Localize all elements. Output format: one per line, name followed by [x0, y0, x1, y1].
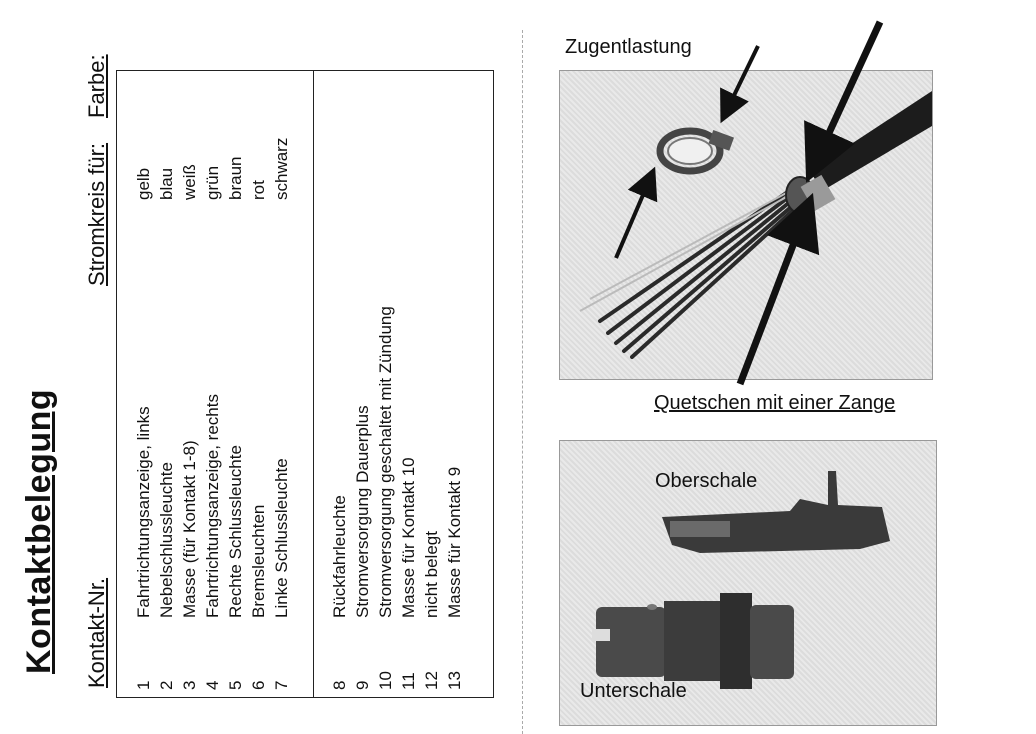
wire-color: gelb	[134, 167, 153, 200]
wire-color: grün	[203, 165, 222, 200]
contact-number: 12	[422, 671, 441, 690]
label-quetschen: Quetschen mit einer Zange	[654, 392, 896, 414]
page-divider	[522, 30, 523, 734]
circuit-description: Masse für Kontakt 9	[445, 466, 464, 618]
wire-color: weiß	[180, 164, 199, 200]
circuit-description: Masse für Kontakt 10	[399, 457, 418, 618]
contact-number: 2	[157, 680, 176, 690]
wire-color: rot	[249, 180, 268, 200]
circuit-description: Linke Schlussleuchte	[272, 458, 291, 618]
contact-number: 5	[226, 680, 245, 690]
contact-number: 4	[203, 680, 222, 690]
circuit-description: Masse (für Kontakt 1-8)	[180, 440, 199, 618]
contact-number: 1	[134, 680, 153, 690]
circuit-description: Fahrtrichtungsanzeige, rechts	[203, 394, 222, 618]
contact-number: 11	[399, 672, 418, 690]
cable-illustration	[560, 71, 932, 379]
header-circuit: Stromkreis für:	[84, 142, 109, 286]
circuit-description: Nebelschlussleuchte	[157, 462, 176, 618]
circuit-description: Rückfahrleuchte	[330, 495, 349, 618]
contact-number: 9	[353, 680, 372, 690]
label-zugentlastung: Zugentlastung	[565, 36, 692, 58]
header-color: Farbe:	[84, 54, 109, 118]
page-title: Kontaktbelegung	[20, 388, 58, 674]
group-divider	[313, 71, 314, 697]
circuit-description: Rechte Schlussleuchte	[226, 445, 245, 618]
circuit-description: Fahrtrichtungsanzeige, links	[134, 406, 153, 618]
photo-strain-relief	[559, 70, 933, 380]
wire-color: blau	[157, 167, 176, 200]
contact-number: 6	[249, 680, 268, 690]
contact-number: 7	[272, 680, 291, 690]
circuit-description: Stromversorgung Dauerplus	[353, 405, 372, 618]
circuit-description: Stromversorgung geschaltet mit Zündung	[376, 306, 395, 618]
wire-color: schwarz	[272, 137, 291, 200]
wire-color: braun	[226, 156, 245, 200]
contact-number: 8	[330, 680, 349, 690]
contact-number: 10	[376, 671, 395, 690]
contact-number: 13	[445, 671, 464, 690]
circuit-description: Bremsleuchten	[249, 504, 268, 618]
circuit-description: nicht belegt	[422, 531, 441, 618]
label-oberschale: Oberschale	[655, 470, 758, 492]
contact-number: 3	[180, 680, 199, 690]
label-unterschale: Unterschale	[580, 680, 687, 702]
header-contact-number: Kontakt-Nr.	[84, 577, 109, 688]
